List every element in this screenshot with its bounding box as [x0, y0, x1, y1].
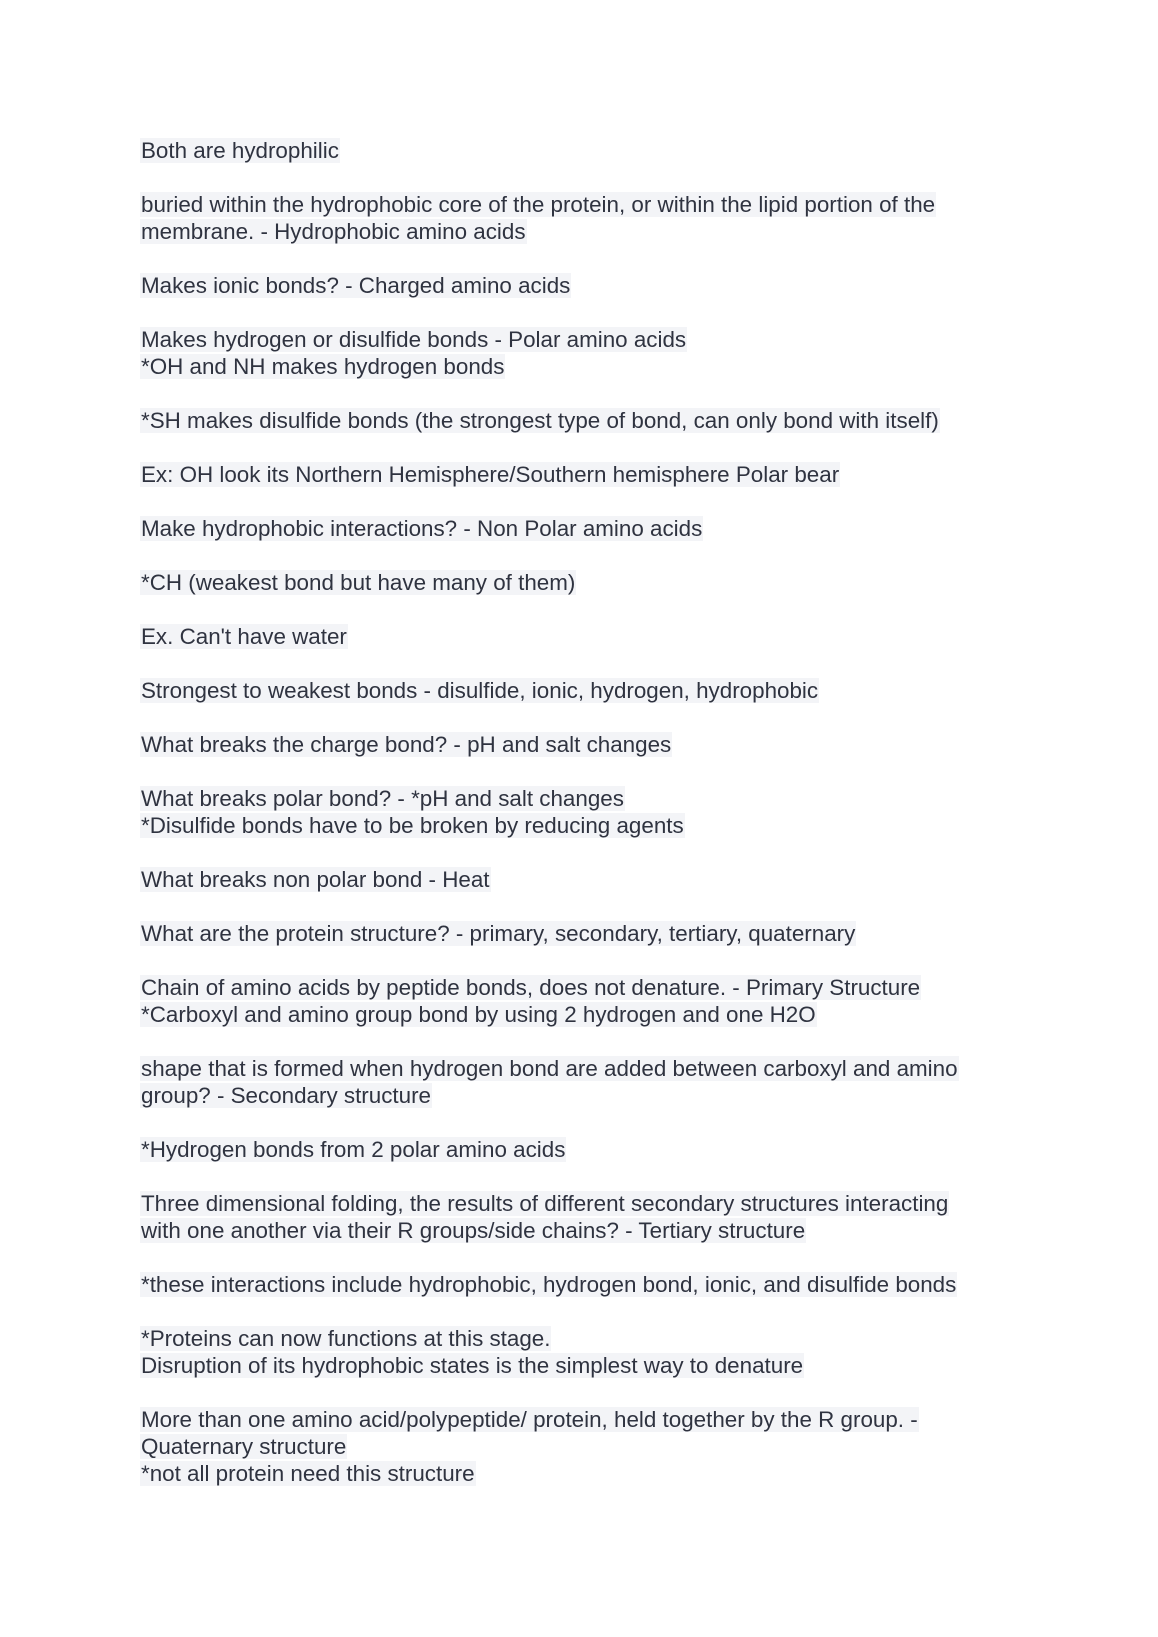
- note-line: Three dimensional folding, the results of different secondary structures interacting: [141, 1191, 949, 1216]
- note-paragraph: [140, 677, 1020, 704]
- note-paragraph: [140, 920, 1020, 947]
- note-paragraph: [140, 866, 1020, 893]
- note-line: group? - Secondary structure: [141, 1083, 431, 1108]
- note-paragraph: [140, 623, 1020, 650]
- note-line: Makes hydrogen or disulfide bonds - Polar amino acids: [141, 327, 687, 352]
- note-paragraph: [140, 1325, 1020, 1379]
- note-paragraph: [140, 785, 1020, 839]
- note-line: *these interactions include hydrophobic, hydrogen bond, ionic, and disulfide bonds: [141, 1272, 957, 1297]
- note-line: Ex. Can't have water: [141, 624, 347, 649]
- note-line: Chain of amino acids by peptide bonds, does not denature. - Primary Structure: [141, 975, 921, 1000]
- note-line: with one another via their R groups/side chains? - Tertiary structure: [141, 1218, 806, 1243]
- note-line: shape that is formed when hydrogen bond are added between carboxyl and amino: [141, 1056, 958, 1081]
- note-paragraph: [140, 191, 1020, 245]
- note-line: *not all protein need this structure: [141, 1461, 475, 1486]
- note-line: *SH makes disulfide bonds (the strongest type of bond, can only bond with itself): [141, 408, 939, 433]
- note-paragraph: [140, 272, 1020, 299]
- note-paragraph: [140, 407, 1020, 434]
- note-line: *Carboxyl and amino group bond by using 2 hydrogen and one H2O: [141, 1002, 816, 1027]
- note-paragraph: [140, 1271, 1020, 1298]
- note-paragraph: [140, 1406, 1020, 1487]
- note-paragraph: [140, 1190, 1020, 1244]
- note-paragraph: [140, 461, 1020, 488]
- note-paragraph: [140, 974, 1020, 1028]
- note-line: buried within the hydrophobic core of the protein, or within the lipid portion of the: [141, 192, 936, 217]
- note-paragraph: [140, 137, 1020, 164]
- note-line: Quaternary structure: [141, 1434, 347, 1459]
- note-line: *OH and NH makes hydrogen bonds: [141, 354, 505, 379]
- note-paragraph: [140, 515, 1020, 542]
- note-line: What are the protein structure? - primary, secondary, tertiary, quaternary: [141, 921, 856, 946]
- note-line: Makes ionic bonds? - Charged amino acids: [141, 273, 571, 298]
- note-paragraph: [140, 1055, 1020, 1109]
- note-line: Strongest to weakest bonds - disulfide, ionic, hydrogen, hydrophobic: [141, 678, 819, 703]
- note-line: *Disulfide bonds have to be broken by reducing agents: [141, 813, 684, 838]
- note-line: *CH (weakest bond but have many of them): [141, 570, 576, 595]
- note-paragraph: [140, 326, 1020, 380]
- note-line: Ex: OH look its Northern Hemisphere/Southern hemisphere Polar bear: [141, 462, 840, 487]
- note-line: membrane. - Hydrophobic amino acids: [141, 219, 526, 244]
- note-paragraph: [140, 731, 1020, 758]
- note-line: *Proteins can now functions at this stage.: [141, 1326, 551, 1351]
- note-line: What breaks the charge bond? - pH and salt changes: [141, 732, 672, 757]
- note-line: Make hydrophobic interactions? - Non Polar amino acids: [141, 516, 703, 541]
- note-paragraph: [140, 569, 1020, 596]
- note-line: Both are hydrophilic: [141, 138, 339, 163]
- note-line: Disruption of its hydrophobic states is the simplest way to denature: [141, 1353, 804, 1378]
- note-line: More than one amino acid/polypeptide/ protein, held together by the R group. -: [141, 1407, 918, 1432]
- note-line: *Hydrogen bonds from 2 polar amino acids: [141, 1137, 566, 1162]
- note-paragraph: [140, 1136, 1020, 1163]
- notes-body: [140, 137, 1020, 1487]
- note-line: What breaks non polar bond - Heat: [141, 867, 490, 892]
- note-line: What breaks polar bond? - *pH and salt changes: [141, 786, 624, 811]
